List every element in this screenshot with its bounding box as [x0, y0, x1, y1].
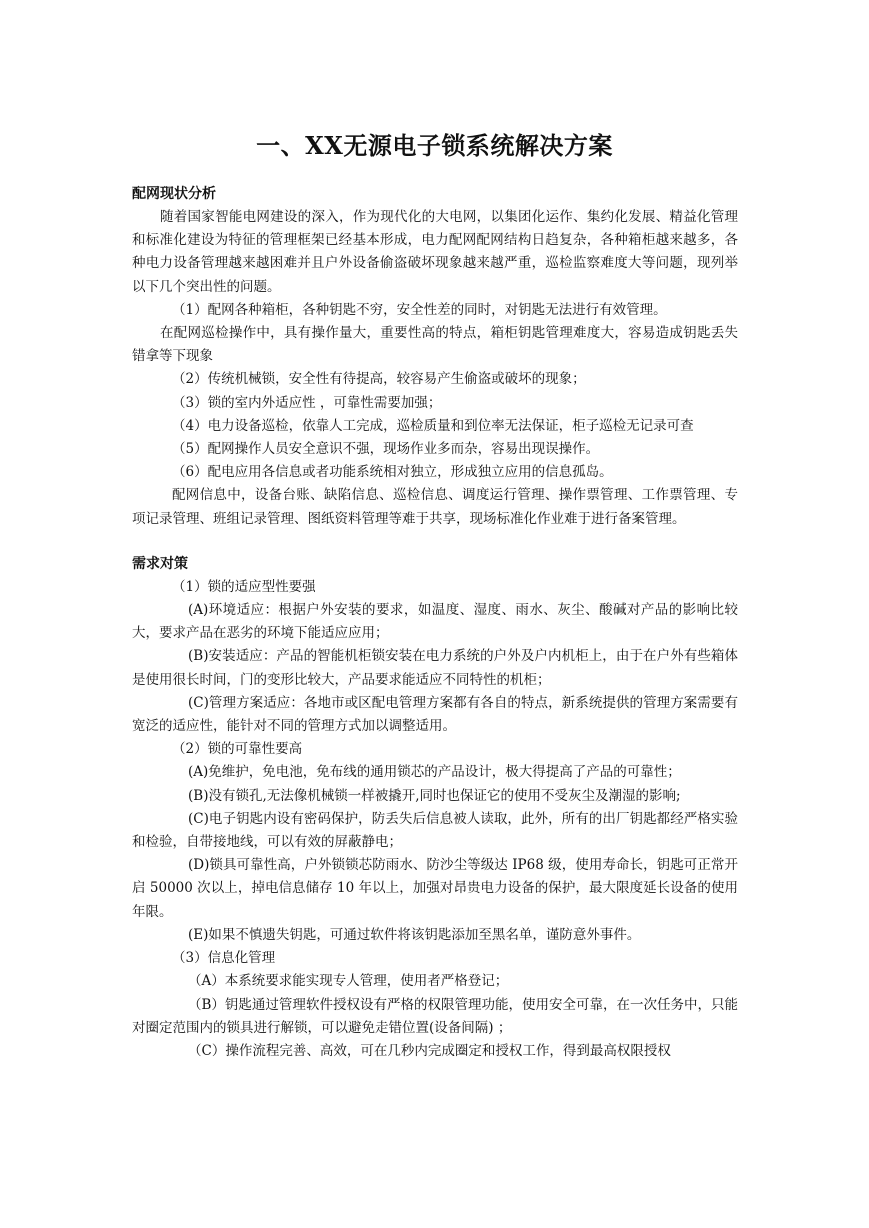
paragraph: （A）本系统要求能实现专人管理，使用者严格登记；	[188, 973, 509, 990]
paragraph: （C）操作流程完善、高效，可在几秒内完成圈定和授权工作，得到最高权限授权	[188, 1042, 671, 1059]
section-heading-measures: 需求对策	[132, 555, 188, 572]
subsection-heading: （1）锁的适应型性要强	[172, 578, 316, 595]
paragraph: （5）配网操作人员安全意识不强，现场作业多而杂，容易出现误操作。	[172, 441, 600, 458]
paragraph: (A)环境适应：根据户外安装的要求，如温度、湿度、雨水、灰尘、酸碱对产品的影响比较大，要求产品在恶劣的环境下能适应应用；	[132, 602, 738, 642]
section-spacer	[132, 531, 738, 553]
paragraph: (A)免维护，免电池，免布线的通用锁芯的产品设计，极大得提高了产品的可靠性；	[188, 764, 681, 781]
paragraph: 随着国家智能电网建设的深入，作为现代化的大电网，以集团化运作、集约化发展、精益化管理和标准化建设为特征的管理框架已经基本形成，电力配网配网结构日趋复杂，各种箱柜越来越多，各种电力设备管理越来越困难并且户外设备偷盗破坏现象越来越严重，巡检监察难度大等问题，现列举以下几个突出性的问题。	[132, 209, 738, 295]
paragraph: （4）电力设备巡检，依靠人工完成，巡检质量和到位率无法保证，柜子巡检无记录可查	[172, 417, 694, 434]
paragraph: (C)电子钥匙内设有密码保护，防丢失后信息被人读取，此外，所有的出厂钥匙都经严格实验和检验，自带接地线，可以有效的屏蔽静电；	[132, 810, 738, 851]
subsection-heading: （3）信息化管理	[172, 950, 276, 967]
paragraph: (C)管理方案适应：各地市或区配电管理方案都有各自的特点，新系统提供的管理方案需要有宽泛的适应性，能针对不同的管理方式加以调整适用。	[132, 694, 738, 735]
paragraph: （2）传统机械锁，安全性有待提高，较容易产生偷盗或破坏的现象；	[172, 371, 586, 388]
document-body	[132, 183, 738, 1063]
paragraph: (E)如果不慎遗失钥匙，可通过软件将该钥匙添加至黑名单，谨防意外事件。	[188, 926, 641, 943]
section-heading-status: 配网现状分析	[132, 186, 216, 202]
paragraph: (B)没有锁孔,无法像机械锁一样被撬开,同时也保证它的使用不受灰尘及潮湿的影响;	[188, 787, 681, 804]
paragraph: （B）钥匙通过管理软件授权设有严格的权限管理功能，使用安全可靠，在一次任务中，只能对圈定范围内的锁具进行解锁，可以避免走错位置(设备间隔) ；	[132, 996, 738, 1036]
paragraph: （6）配电应用各信息或者功能系统相对独立，形成独立应用的信息孤岛。	[172, 464, 613, 481]
document-title: 一、XX无源电子锁系统解决方案	[256, 131, 613, 160]
paragraph: (B)安装适应：产品的智能机柜锁安装在电力系统的户外及户内机柜上，由于在户外有些箱体是使用很长时间，门的变形比较大，产品要求能适应不同特性的机柜；	[132, 648, 738, 688]
subsection-heading: （2）锁的可靠性要高	[172, 741, 303, 758]
paragraph: （1）配网各种箱柜，各种钥匙不穷，安全性差的同时，对钥匙无法进行有效管理。	[172, 301, 667, 318]
paragraph: 在配网巡检操作中，具有操作量大，重要性高的特点，箱柜钥匙管理难度大，容易造成钥匙丢失错拿等下现象	[132, 325, 738, 365]
paragraph: 配网信息中，设备台账、缺陷信息、巡检信息、调度运行管理、操作票管理、工作票管理、专项记录管理、班组记录管理、图纸资料管理等难于共享，现场标准化作业难于进行备案管理。	[132, 487, 738, 527]
paragraph: (D)锁具可靠性高，户外锁锁芯防雨水、防沙尘等级达 IP68 级，使用寿命长，钥匙可正常开启 50000 次以上，掉电信息储存 10 年以上，加强对昂贵电力设备的保护，最大限度延长设备的使用年限。	[132, 857, 738, 920]
paragraph: （3）锁的室内外适应性 ，可靠性需要加强；	[172, 394, 442, 411]
